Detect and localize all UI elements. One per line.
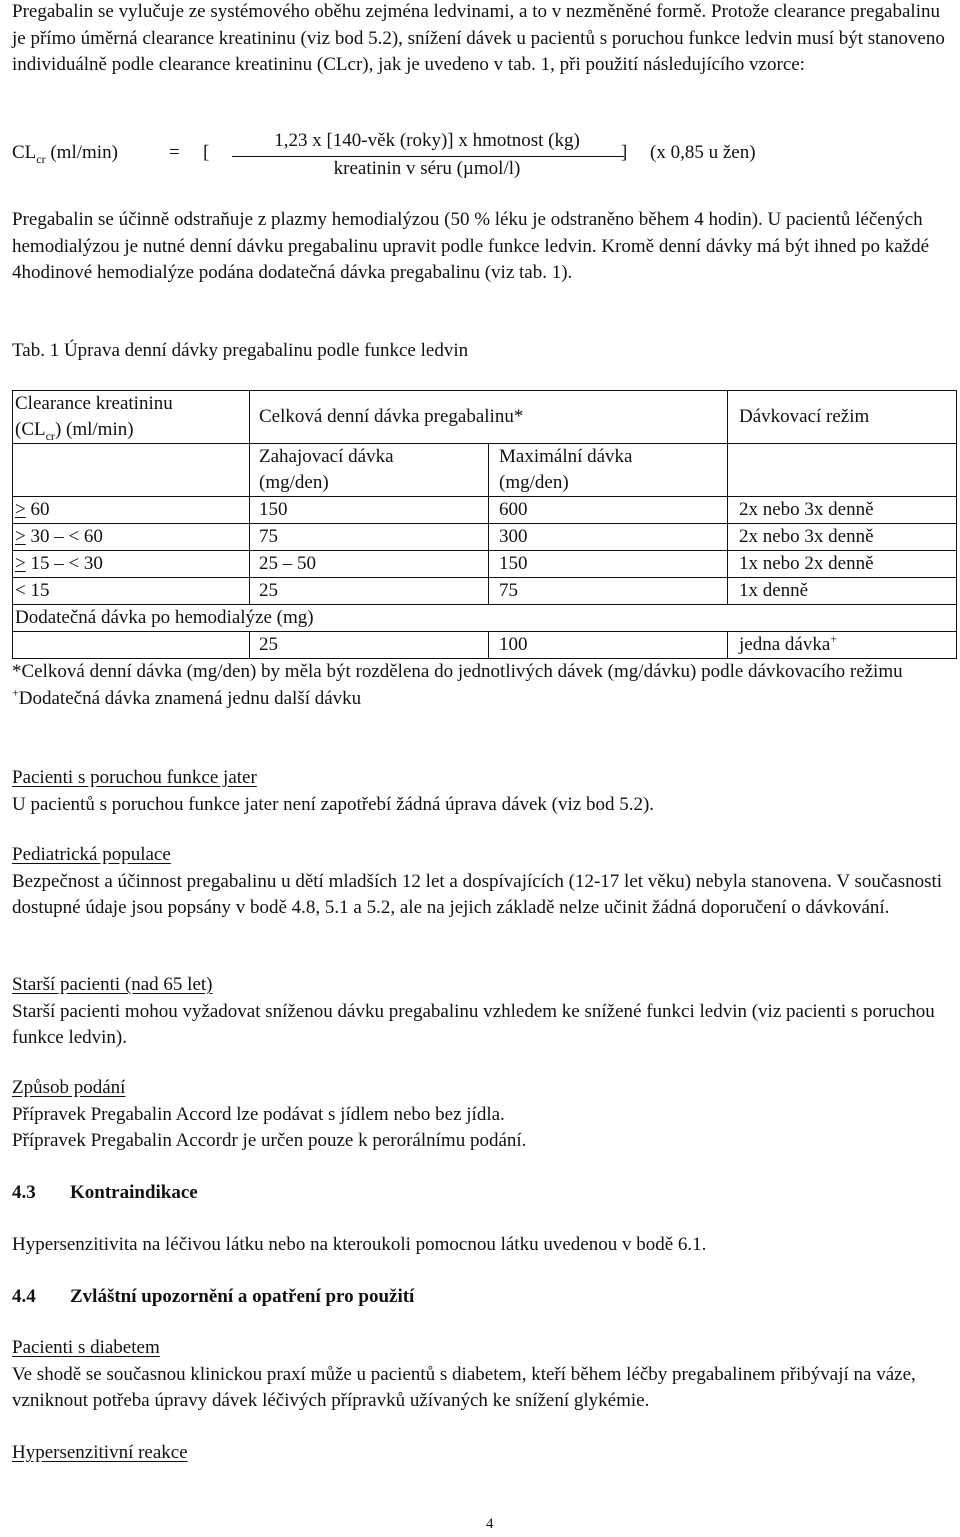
section-heading: 4.3 Kontraindikace — [12, 1182, 198, 1203]
hypersensitivity-heading: Hypersenzitivní reakce — [12, 1442, 188, 1463]
header-regimen: Dávkovací režim — [728, 391, 957, 444]
section-hepatic — [12, 765, 948, 818]
hepatic-heading: Pacienti s poruchou funkce jater — [12, 767, 257, 788]
contraindication-text: Hypersenzitivita na léčivou látku nebo na kteroukoli pomocnou látku uvedenou v bodě 6.1. — [12, 1234, 707, 1255]
table-row: > 30 – < 60 75 300 2x nebo 3x denně — [13, 524, 957, 551]
header-max-dose: Maximální dávka (mg/den) — [489, 444, 728, 497]
formula-lhs: $CL_{cr}$ (ml/min) — [12, 142, 118, 166]
table-header-row — [13, 391, 957, 444]
elderly-heading: Starší pacienti (nad 65 let) — [12, 974, 213, 995]
hemodialysis-paragraph: Pregabalin se účinně odstraňuje z plazmy hemodialýzou (50 % léku je odstraněno během 4 hodin). U pacientů léčených hemodialýzou je nutné denní dávku pregabalinu upravit podle funkce ledvin. Kromě denní dávky má být ihned po každé 4hodinové hemodialýze podána dodatečná dávka pregabalinu (viz tab. 1). — [12, 209, 930, 283]
header-total-dose: Celková denní dávka pregabalinu* — [250, 391, 728, 444]
table-subheader-row — [13, 444, 957, 497]
pediatric-text: Bezpečnost a účinnost pregabalinu u dětí mladších 12 let a dospívajících (12-17 let věku) nebyla stanovena. V současnosti dostupné údaje jsou popsány v bodě 4.8, 5.1 a 5.2, ale na jejich základě nelze učinit žádná doporučení o dávkování. — [12, 870, 943, 918]
header-start-dose: Zahajovací dávka (mg/den) — [250, 444, 489, 497]
table-row-supplementary-label: Dodatečná dávka po hemodialýze (mg) — [13, 605, 957, 632]
formula-numerator: 1,23 x [140-věk (roky)] x hmotnost (kg) — [274, 130, 580, 151]
administration-text-1: Přípravek Pregabalin Accord lze podávat s jídlem nebo bez jídla. — [12, 1103, 505, 1125]
section-4-3 — [12, 1180, 948, 1207]
section-4-3-body — [12, 1232, 948, 1259]
formula-close-bracket: ] — [621, 142, 628, 163]
elderly-text: Starší pacienti mohou vyžadovat sníženou dávku pregabalinu vzhledem ke snížené funkci ledvin (viz pacienti s poruchou funkce ledvin). — [12, 1000, 935, 1048]
dose-table — [12, 390, 957, 659]
table-row: < 15 25 75 1x denně — [13, 578, 957, 605]
table-title: Tab. 1 Úprava denní dávky pregabalinu podle funkce ledvin — [12, 340, 469, 361]
section-elderly — [12, 972, 948, 1052]
intro-paragraph: Pregabalin se vylučuje ze systémového oběhu zejména ledvinami, a to v nezměněné formě. Protože clearance pregabalinu je přímo úměrná clearance kreatininu (viz bod 5.2), snížení dávek u pacientů s poruchou funkce ledvin musí být stanoveno individuálně podle clearance kreatininu (CLcr), jak je uvedeno v tab. 1, při použití následujícího vzorce: — [12, 1, 945, 75]
section-4-4 — [12, 1284, 948, 1311]
table-row-supplementary: 25 100 jedna dávka+ — [13, 632, 957, 659]
formula-open-bracket: [ — [203, 142, 210, 163]
clcr-formula — [12, 130, 948, 188]
administration-text-2: Přípravek Pregabalin Accordr je určen pouze k perorálnímu podání. — [12, 1130, 527, 1151]
formula-equals: = — [169, 142, 180, 163]
diabetes-text: Ve shodě se současnou klinickou praxí může u pacientů s diabetem, kteří během léčby pregabalinem přibývají na váze, vzniknout potřeba úpravy dávek léčivých přípravků užívaných ke snížení glykémie. — [12, 1363, 916, 1411]
table-footnotes — [12, 659, 948, 712]
administration-heading: Způsob podání — [12, 1077, 126, 1098]
hepatic-text: U pacientů s poruchou funkce jater není zapotřebí žádná úprava dávek (viz bod 5.2). — [12, 793, 655, 815]
formula-denominator: kreatinin v séru (µmol/l) — [333, 158, 521, 179]
header-clearance: Clearance kreatininu $(CL_{cr})$ (ml/min) — [13, 391, 250, 444]
footnote-total-dose: *Celková denní dávka (mg/den) by měla být rozdělena do jednotlivých dávek (mg/dávku) podle dávkovacího režimu — [12, 661, 903, 682]
section-diabetes — [12, 1335, 948, 1415]
diabetes-heading: Pacienti s diabetem — [12, 1337, 160, 1358]
formula-factor: (x 0,85 u žen) — [650, 142, 756, 163]
table-row: > 60 150 600 2x nebo 3x denně — [13, 497, 957, 524]
pediatric-heading: Pediatrická populace — [12, 844, 171, 865]
page-number: 4 — [486, 1516, 494, 1532]
section-pediatric — [12, 842, 948, 922]
footnote-supplementary: +Dodatečná dávka znamená jednu další dávku — [12, 685, 362, 709]
section-heading: 4.4 Zvláštní upozornění a opatření pro použití — [12, 1286, 415, 1307]
section-administration — [12, 1075, 948, 1155]
fraction-line — [232, 156, 624, 157]
section-hypersensitivity — [12, 1440, 948, 1467]
table-row: > 15 – < 30 25 – 50 150 1x nebo 2x denně — [13, 551, 957, 578]
